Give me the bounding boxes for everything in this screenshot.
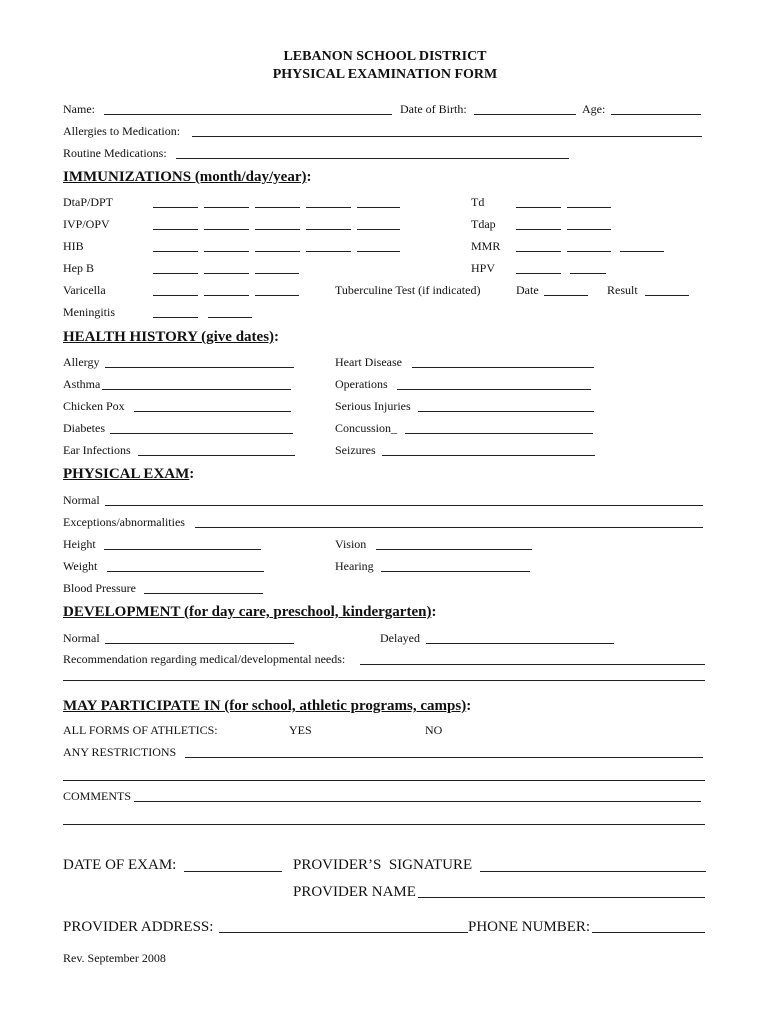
comments-label: COMMENTS [63,789,132,803]
tb-result-label: Result [607,283,638,297]
dev-normal-field[interactable] [105,643,294,644]
dev-delayed-label: Delayed [380,631,420,645]
imm-td-field-2[interactable] [567,207,611,208]
imm-hib-field-4[interactable] [306,251,351,252]
exam-date-field[interactable] [184,871,282,872]
imm-td-field-1[interactable] [516,207,561,208]
imm-tdap-label: Tdap [471,217,496,231]
pe-vision-field[interactable] [376,549,532,550]
imm-meningitis-field-2[interactable] [208,317,252,318]
dev-recommendation-label: Recommendation regarding medical/developmental needs: [63,652,346,666]
provider-name-label: PROVIDER NAME [293,884,416,900]
dob-label: Date of Birth: [400,102,467,116]
hh-serious-injuries-label: Serious Injuries [335,399,411,413]
name-label: Name: [63,102,95,116]
imm-ipv-field-5[interactable] [357,229,400,230]
physical-exam-heading: PHYSICAL EXAM: [63,466,195,482]
hh-chickenpox-label: Chicken Pox [63,399,125,413]
imm-tdap-field-1[interactable] [516,229,561,230]
hh-chickenpox-field[interactable] [134,411,291,412]
imm-varicella-field-1[interactable] [153,295,198,296]
imm-dtap-field-2[interactable] [204,207,249,208]
imm-hpv-label: HPV [471,261,496,275]
imm-mmr-label: MMR [471,239,501,253]
participation-heading: MAY PARTICIPATE IN (for school, athletic programs, camps): [63,698,472,714]
phone-number-label: PHONE NUMBER: [468,919,591,935]
tb-result-field[interactable] [645,295,689,296]
immunizations-heading: IMMUNIZATIONS (month/day/year): [63,169,312,185]
provider-address-field[interactable] [219,932,468,933]
allergies-label: Allergies to Medication: [63,124,181,138]
tb-date-label: Date [516,283,539,297]
pe-height-label: Height [63,537,96,551]
imm-varicella-field-2[interactable] [204,295,249,296]
name-field[interactable] [104,114,392,115]
hh-heart-disease-label: Heart Disease [335,355,402,369]
imm-hpv-field-2[interactable] [570,273,606,274]
athletics-yes-option[interactable]: YES [289,723,312,737]
imm-hepb-field-3[interactable] [255,273,299,274]
imm-hpv-field-1[interactable] [516,273,561,274]
hh-asthma-field[interactable] [102,389,291,390]
hh-operations-label: Operations [335,377,388,391]
dev-recommendation-field-2[interactable] [63,680,705,681]
hh-concussion-label: Concussion_ [335,421,398,435]
restrictions-field-2[interactable] [63,780,705,781]
hh-seizures-label: Seizures [335,443,376,457]
restrictions-label: ANY RESTRICTIONS [63,745,177,759]
imm-mmr-field-2[interactable] [567,251,611,252]
pe-height-field[interactable] [104,549,261,550]
imm-hib-label: HIB [63,239,84,253]
pe-hearing-label: Hearing [335,559,374,573]
form-title: PHYSICAL EXAMINATION FORM [272,67,498,82]
imm-ipv-field-1[interactable] [153,229,198,230]
hh-allergy-label: Allergy [63,355,100,369]
imm-mmr-field-3[interactable] [620,251,664,252]
comments-field-2[interactable] [63,824,705,825]
age-label: Age: [582,102,606,116]
pe-exceptions-field[interactable] [195,527,703,528]
development-heading: DEVELOPMENT (for day care, preschool, kindergarten): [63,604,437,620]
hh-diabetes-label: Diabetes [63,421,105,435]
routine-meds-field[interactable] [176,158,569,159]
hh-ear-infections-field[interactable] [138,455,295,456]
imm-ipv-field-4[interactable] [306,229,351,230]
imm-dtap-field-1[interactable] [153,207,198,208]
imm-td-label: Td [471,195,485,209]
restrictions-field-1[interactable] [185,757,703,758]
imm-dtap-field-5[interactable] [357,207,400,208]
provider-signature-field[interactable] [480,871,706,872]
imm-ipv-label: IVP/OPV [63,217,110,231]
pe-normal-label: Normal [63,493,100,507]
tb-test-label: Tuberculine Test (if indicated) [335,283,481,297]
imm-hepb-label: Hep B [63,261,94,275]
hh-allergy-field[interactable] [105,367,294,368]
routine-meds-label: Routine Medications: [63,146,167,160]
pe-bp-field[interactable] [144,593,263,594]
hh-ear-infections-label: Ear Infections [63,443,131,457]
imm-ipv-field-2[interactable] [204,229,249,230]
hh-seizures-field[interactable] [382,455,595,456]
imm-hib-field-1[interactable] [153,251,198,252]
dev-recommendation-field-1[interactable] [360,664,705,665]
pe-normal-field[interactable] [105,505,703,506]
hh-serious-injuries-field[interactable] [418,411,594,412]
provider-name-field[interactable] [418,897,705,898]
provider-signature-label: PROVIDER’S SIGNATURE [293,857,473,873]
imm-mmr-field-1[interactable] [516,251,561,252]
imm-varicella-field-3[interactable] [255,295,299,296]
imm-hib-field-5[interactable] [357,251,400,252]
imm-ipv-field-3[interactable] [255,229,300,230]
hh-diabetes-field[interactable] [110,433,293,434]
pe-hearing-field[interactable] [381,571,530,572]
pe-bp-label: Blood Pressure [63,581,136,595]
allergies-field[interactable] [192,136,702,137]
health-history-heading: HEALTH HISTORY (give dates): [63,329,280,345]
athletics-no-option[interactable]: NO [425,723,443,737]
imm-meningitis-label: Meningitis [63,305,116,319]
athletics-label: ALL FORMS OF ATHLETICS: [63,723,218,737]
revision-note: Rev. September 2008 [63,951,166,965]
hh-heart-disease-field[interactable] [412,367,594,368]
district-title: LEBANON SCHOOL DISTRICT [283,49,487,64]
imm-dtap-field-4[interactable] [306,207,351,208]
pe-weight-field[interactable] [107,571,264,572]
hh-asthma-label: Asthma [63,377,101,391]
imm-dtap-field-3[interactable] [255,207,300,208]
dob-field[interactable] [474,114,576,115]
imm-meningitis-field-1[interactable] [153,317,198,318]
exam-date-label: DATE OF EXAM: [63,857,177,873]
pe-weight-label: Weight [63,559,98,573]
imm-hib-field-2[interactable] [204,251,249,252]
pe-vision-label: Vision [335,537,367,551]
imm-hib-field-3[interactable] [255,251,300,252]
imm-dtap-label: DtaP/DPT [63,195,114,209]
comments-field-1[interactable] [134,801,701,802]
imm-varicella-label: Varicella [63,283,106,297]
imm-hepb-field-1[interactable] [153,273,198,274]
tb-date-field[interactable] [544,295,588,296]
pe-exceptions-label: Exceptions/abnormalities [63,515,185,529]
dev-normal-label: Normal [63,631,100,645]
provider-address-label: PROVIDER ADDRESS: [63,919,214,935]
hh-concussion-field[interactable] [405,433,593,434]
phone-number-field[interactable] [592,932,705,933]
age-field[interactable] [611,114,701,115]
imm-hepb-field-2[interactable] [204,273,249,274]
hh-operations-field[interactable] [397,389,591,390]
dev-delayed-field[interactable] [426,643,614,644]
imm-tdap-field-2[interactable] [567,229,611,230]
